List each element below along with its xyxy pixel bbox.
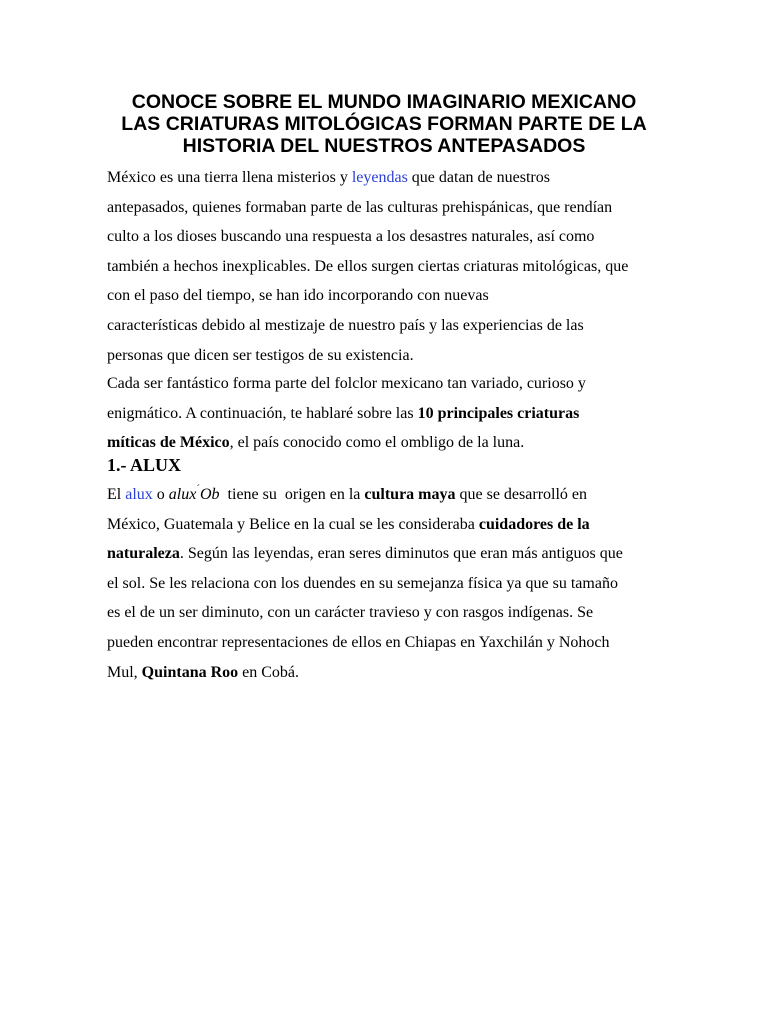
intro-paragraph-2 — [107, 369, 667, 458]
italic-text: alux — [168, 486, 197, 503]
section-heading-alux: 1.- ALUX — [107, 455, 182, 475]
alux-line — [107, 539, 667, 569]
text-run: . Según las leyendas, eran seres diminutos que eran más antiguos que — [179, 545, 623, 563]
text-run: o — [152, 486, 169, 503]
intro-line — [107, 163, 667, 193]
bold-text: míticas de México — [107, 434, 230, 452]
intro-line: culto a los dioses buscando una respuesta a los desastres naturales, así como — [107, 228, 595, 246]
intro-line: con el paso del tiempo, se han ido incorporando con nuevas — [107, 287, 489, 305]
italic-text: Ob — [199, 486, 220, 503]
alux-line — [107, 480, 667, 510]
alux-line: el sol. Se les relaciona con los duendes en su semejanza física ya que su tamaño — [107, 574, 618, 592]
intro-line: antepasados, quienes formaban parte de las culturas prehispánicas, que rendían — [107, 198, 613, 216]
alux-line: pueden encontrar representaciones de ellos en Chiapas en Yaxchilán y Nohoch — [107, 633, 610, 651]
alux-line — [107, 510, 667, 540]
text-run: El — [107, 486, 126, 503]
text-run: México es una tierra llena misterios y — [107, 169, 352, 186]
leyendas-link[interactable]: leyendas — [351, 169, 408, 186]
title-line-2: LAS CRIATURAS MITOLÓGICAS FORMAN PARTE DE LA — [121, 113, 647, 135]
text-run: que datan de nuestros — [407, 169, 550, 186]
alux-line: es el de un ser diminuto, con un carácter travieso y con rasgos indígenas. Se — [107, 604, 594, 622]
intro-line: también a hechos inexplicables. De ellos surgen ciertas criaturas mitológicas, que — [107, 257, 629, 275]
intro-line: características debido al mestizaje de nuestro país y las experiencias de las — [107, 316, 584, 334]
intro2-line — [107, 428, 667, 458]
text-run: en Cobá. — [238, 663, 300, 681]
text-run: enigmático. A continuación, te hablaré sobre las — [107, 404, 418, 422]
intro2-line: Cada ser fantástico forma parte del folclor mexicano tan variado, curioso y — [107, 375, 586, 392]
text-run: , el país conocido como el ombligo de la luna. — [229, 434, 525, 452]
alux-link[interactable]: alux — [125, 486, 153, 503]
bold-text: cultura maya — [364, 486, 456, 503]
intro-paragraph — [107, 163, 667, 370]
bold-text: cuidadores de la — [478, 515, 590, 533]
alux-paragraph — [107, 480, 667, 687]
text-run: Mul, — [107, 663, 142, 681]
accent-mark: ´ — [196, 483, 200, 495]
bold-text: naturaleza — [107, 545, 180, 563]
title-line-1: CONOCE SOBRE EL MUNDO IMAGINARIO MEXICANO — [131, 91, 637, 113]
alux-line — [107, 658, 667, 688]
text-run: tiene su origen en la — [219, 486, 365, 503]
text-run: México, Guatemala y Belice en la cual se les consideraba — [107, 515, 479, 533]
title-line-3: HISTORIA DEL NUESTROS ANTEPASADOS — [182, 135, 586, 157]
page-title — [90, 91, 678, 157]
bold-text: Quintana Roo — [141, 663, 239, 681]
bold-text: 10 principales criaturas — [417, 404, 580, 422]
text-run: que se desarrolló en — [455, 486, 588, 503]
intro-line: personas que dicen ser testigos de su existencia. — [107, 346, 414, 364]
intro2-line — [107, 399, 667, 429]
